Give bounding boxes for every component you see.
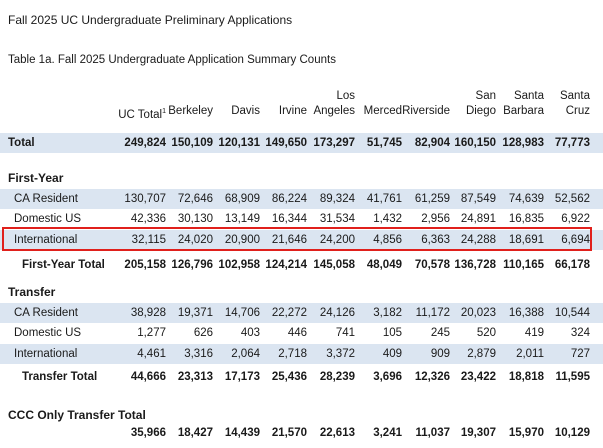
table-cell: 24,126 bbox=[319, 307, 355, 319]
table-cell: 2,956 bbox=[421, 213, 450, 225]
table-cell: 4,461 bbox=[137, 348, 166, 360]
table-cell: 324 bbox=[570, 327, 590, 339]
table-cell: 87,549 bbox=[460, 193, 496, 205]
column-header-line1: Santa bbox=[559, 90, 590, 102]
row-label: Transfer Total bbox=[22, 371, 98, 383]
table-cell: 136,728 bbox=[454, 259, 496, 271]
table-cell: 22,613 bbox=[319, 427, 355, 439]
table-cell: 3,316 bbox=[184, 348, 213, 360]
row-label: Domestic US bbox=[14, 327, 82, 339]
table-cell: 31,534 bbox=[319, 213, 355, 225]
row-label: Total bbox=[8, 137, 35, 149]
table-cell: 16,835 bbox=[508, 213, 544, 225]
row-label: International bbox=[14, 348, 78, 360]
row-label: Domestic US bbox=[14, 213, 82, 225]
table-cell: 6,363 bbox=[421, 234, 450, 246]
table-cell: 205,158 bbox=[124, 259, 166, 271]
table-cell: 17,173 bbox=[224, 371, 260, 383]
table-cell: 24,020 bbox=[177, 234, 213, 246]
table-cell: 18,818 bbox=[508, 371, 544, 383]
first-year-domestic-us-row bbox=[0, 209, 603, 229]
table-cell: 23,422 bbox=[460, 371, 496, 383]
column-header-line1: Los bbox=[336, 90, 355, 102]
column-header-line2: Diego bbox=[465, 105, 496, 117]
table-cell: 4,856 bbox=[373, 234, 402, 246]
first-year-ca-resident-row bbox=[0, 189, 603, 209]
table-cell: 419 bbox=[524, 327, 544, 339]
first-year-total-row bbox=[0, 255, 603, 275]
table-cell: 30,130 bbox=[177, 213, 213, 225]
table-cell: 626 bbox=[193, 327, 213, 339]
table-cell: 2,011 bbox=[516, 348, 544, 360]
table-cell: 13,149 bbox=[224, 213, 260, 225]
table-cell: 727 bbox=[570, 348, 590, 360]
table-cell: 77,773 bbox=[554, 137, 590, 149]
table-cell: 20,023 bbox=[460, 307, 496, 319]
table-cell: 128,983 bbox=[502, 137, 544, 149]
table-cell: 82,904 bbox=[414, 137, 450, 149]
table-cell: 66,178 bbox=[554, 259, 590, 271]
table-cell: 38,928 bbox=[130, 307, 166, 319]
table-cell: 28,239 bbox=[319, 371, 355, 383]
table-cell: 14,439 bbox=[224, 427, 260, 439]
table-title: Table 1a. Fall 2025 Undergraduate Application Summary Counts bbox=[8, 54, 336, 66]
table-cell: 19,371 bbox=[177, 307, 213, 319]
table-cell: 11,172 bbox=[415, 307, 450, 319]
table-cell: 126,796 bbox=[171, 259, 213, 271]
table-cell: 41,761 bbox=[366, 193, 402, 205]
table-cell: 68,909 bbox=[224, 193, 260, 205]
transfer-ca-resident-row bbox=[0, 303, 603, 323]
column-header-line2: Berkeley bbox=[168, 105, 213, 117]
table-cell: 72,646 bbox=[177, 193, 213, 205]
table-cell: 173,297 bbox=[313, 137, 355, 149]
table-cell: 18,691 bbox=[508, 234, 544, 246]
table-cell: 105 bbox=[382, 327, 402, 339]
table-cell: 22,272 bbox=[271, 307, 307, 319]
table-cell: 25,436 bbox=[271, 371, 307, 383]
column-header-line1: Santa bbox=[513, 90, 544, 102]
table-cell: 102,958 bbox=[218, 259, 260, 271]
table-cell: 3,372 bbox=[326, 348, 355, 360]
table-cell: 52,562 bbox=[554, 193, 590, 205]
table-cell: 249,824 bbox=[124, 137, 166, 149]
table-cell: 21,646 bbox=[271, 234, 307, 246]
table-cell: 160,150 bbox=[454, 137, 496, 149]
column-header bbox=[520, 89, 590, 119]
table-cell: 6,694 bbox=[561, 234, 590, 246]
row-label: First-Year Total bbox=[22, 259, 105, 271]
table-cell: 21,570 bbox=[271, 427, 307, 439]
table-cell: 20,900 bbox=[224, 234, 260, 246]
table-cell: 149,650 bbox=[265, 137, 307, 149]
table-cell: 120,131 bbox=[218, 137, 260, 149]
table-cell: 3,696 bbox=[373, 371, 402, 383]
table-cell: 32,115 bbox=[131, 234, 166, 246]
table-cell: 520 bbox=[476, 327, 496, 339]
first-year-heading: First-Year bbox=[8, 171, 64, 185]
ccc-total-row bbox=[0, 423, 603, 443]
table-cell: 61,259 bbox=[414, 193, 450, 205]
table-cell: 2,064 bbox=[231, 348, 260, 360]
transfer-heading: Transfer bbox=[8, 285, 56, 299]
table-cell: 3,241 bbox=[373, 427, 402, 439]
table-cell: 11,595 bbox=[555, 371, 590, 383]
table-cell: 11,037 bbox=[415, 427, 450, 439]
footnote-marker: 1 bbox=[162, 108, 166, 115]
table-cell: 150,109 bbox=[171, 137, 213, 149]
table-cell: 86,224 bbox=[271, 193, 307, 205]
table-cell: 3,182 bbox=[373, 307, 402, 319]
table-cell: 35,966 bbox=[130, 427, 166, 439]
column-header-line2: Cruz bbox=[565, 105, 590, 117]
table-cell: 16,344 bbox=[271, 213, 307, 225]
table-cell: 48,049 bbox=[366, 259, 402, 271]
table-cell: 741 bbox=[335, 327, 355, 339]
document-title: Fall 2025 UC Undergraduate Preliminary Applications bbox=[8, 13, 293, 27]
table-cell: 89,324 bbox=[319, 193, 355, 205]
column-header-line2: Irvine bbox=[278, 105, 307, 117]
table-cell: 110,165 bbox=[503, 259, 544, 271]
transfer-domestic-us-row bbox=[0, 323, 603, 343]
table-cell: 409 bbox=[382, 348, 402, 360]
table-cell: 14,706 bbox=[224, 307, 260, 319]
table-cell: 10,129 bbox=[554, 427, 590, 439]
table-cell: 2,718 bbox=[278, 348, 307, 360]
column-header-line2: Riverside bbox=[402, 105, 450, 117]
table-cell: 1,432 bbox=[373, 213, 402, 225]
table-cell: 16,388 bbox=[508, 307, 544, 319]
column-header-line2: Davis bbox=[231, 105, 260, 117]
column-header-line2: UC Total bbox=[118, 108, 163, 121]
table-cell: 909 bbox=[430, 348, 450, 360]
transfer-total-row bbox=[0, 367, 603, 387]
table-cell: 44,666 bbox=[130, 371, 166, 383]
table-cell: 446 bbox=[287, 327, 307, 339]
table-cell: 19,307 bbox=[460, 427, 496, 439]
table-cell: 42,336 bbox=[130, 213, 166, 225]
table-cell: 24,200 bbox=[319, 234, 355, 246]
table-cell: 12,326 bbox=[414, 371, 450, 383]
table-cell: 74,639 bbox=[508, 193, 544, 205]
table-cell: 24,288 bbox=[460, 234, 496, 246]
column-header-line2: Angeles bbox=[313, 105, 355, 117]
table-cell: 15,970 bbox=[508, 427, 544, 439]
international-highlight-box bbox=[2, 227, 592, 251]
row-label: International bbox=[14, 234, 78, 246]
table-cell: 18,427 bbox=[177, 427, 213, 439]
table-cell: 23,313 bbox=[177, 371, 213, 383]
row-label: CA Resident bbox=[14, 193, 78, 205]
table-cell: 24,891 bbox=[460, 213, 496, 225]
ccc-heading: CCC Only Transfer Total bbox=[8, 408, 146, 422]
table-cell: 130,707 bbox=[124, 193, 166, 205]
column-header-line1: San bbox=[475, 90, 496, 102]
total-row bbox=[0, 133, 603, 153]
table-cell: 70,578 bbox=[414, 259, 450, 271]
table-cell: 10,544 bbox=[554, 307, 590, 319]
table-cell: 6,922 bbox=[561, 213, 590, 225]
table-cell: 51,745 bbox=[366, 137, 402, 149]
table-cell: 124,214 bbox=[265, 259, 307, 271]
table-cell: 403 bbox=[240, 327, 260, 339]
table-cell: 245 bbox=[430, 327, 450, 339]
table-cell: 1,277 bbox=[137, 327, 166, 339]
table-cell: 145,058 bbox=[313, 259, 355, 271]
transfer-international-row bbox=[0, 344, 603, 364]
column-header-line2: Merced bbox=[363, 105, 402, 117]
column-header-line2: Barbara bbox=[503, 105, 544, 117]
table-cell: 2,879 bbox=[467, 348, 496, 360]
row-label: CA Resident bbox=[14, 307, 78, 319]
